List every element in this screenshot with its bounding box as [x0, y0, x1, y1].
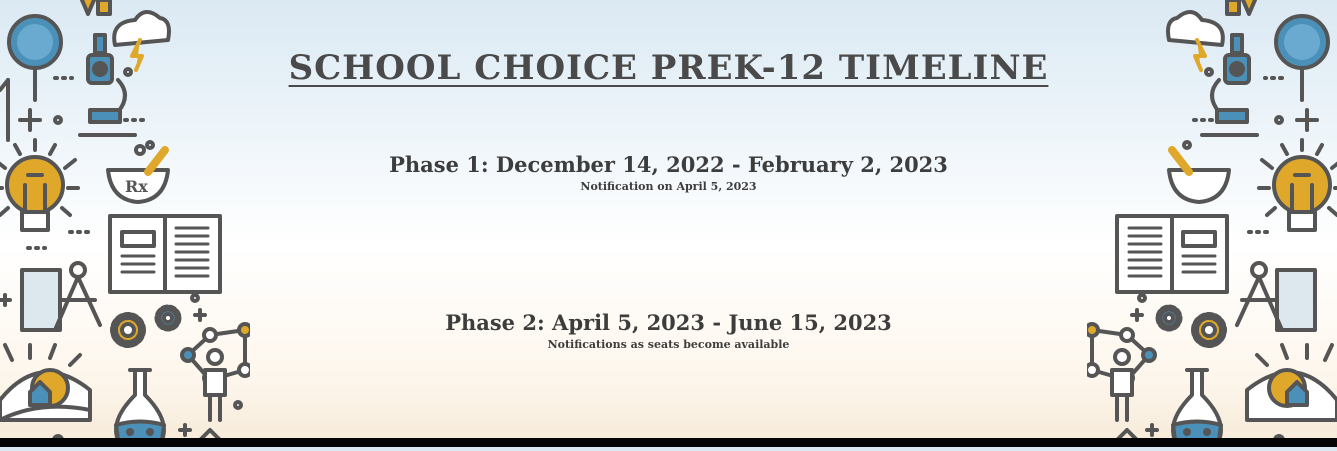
phase-1-note: Notification on April 5, 2023 — [580, 180, 757, 193]
open-book-icon — [1117, 216, 1227, 292]
phase-1-block — [0, 152, 1337, 193]
arrow-up-icon — [0, 80, 61, 140]
open-book-icon — [110, 216, 220, 292]
phase-2-block — [0, 310, 1337, 351]
page-title-text: SCHOOL CHOICE PREK-12 TIMELINE — [288, 48, 1049, 88]
bottom-bar — [0, 438, 1337, 447]
page-title — [0, 48, 1337, 88]
flask-icon — [1147, 370, 1221, 440]
phase-2-dates: Phase 2: April 5, 2023 - June 15, 2023 — [445, 310, 892, 335]
phase-2-note: Notifications as seats become available — [547, 338, 790, 351]
plus-icon — [1276, 110, 1317, 130]
pencil-ruler-icon — [1227, 0, 1255, 14]
svg-text:Rx: Rx — [125, 177, 148, 196]
phase-1-dates: Phase 1: December 14, 2022 - February 2, 2023 — [389, 152, 948, 177]
farm-sunrise-icon — [1247, 345, 1337, 420]
farm-sunrise-icon — [0, 345, 90, 420]
pencil-ruler-icon — [82, 0, 110, 14]
flask-icon — [116, 370, 190, 440]
